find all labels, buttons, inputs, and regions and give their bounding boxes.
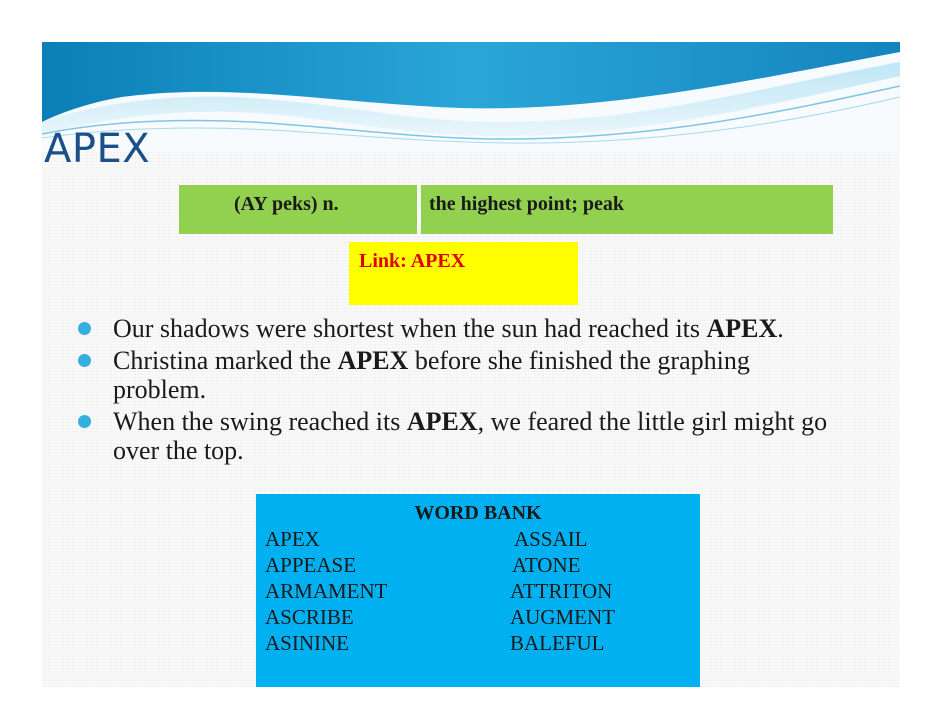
example-sentence: Our shadows were shortest when the sun had reached its APEX. xyxy=(78,314,838,343)
definition-text: the highest point; peak xyxy=(429,193,625,215)
word-bank-item: ATONE xyxy=(512,553,581,577)
example-sentence: Christina marked the APEX before she finished the graphing problem. xyxy=(78,346,838,404)
word-bank-item: ASCRIBE xyxy=(265,605,354,629)
example-sentence: When the swing reached its APEX, we feared the little girl might go over the top. xyxy=(78,407,838,465)
example-sentence-list xyxy=(78,314,838,468)
word-bank-item: ASSAIL xyxy=(514,527,588,551)
word-bank-item: APEX xyxy=(265,527,320,551)
link-box[interactable] xyxy=(349,242,578,305)
pronunciation-cell xyxy=(179,185,419,234)
word-bank-item: ASININE xyxy=(265,631,349,655)
bullet-icon xyxy=(78,415,91,428)
word-bank-item: ARMAMENT xyxy=(265,579,388,603)
word-bank xyxy=(256,494,700,687)
word-bank-item: APPEASE xyxy=(265,553,357,577)
definition-cell xyxy=(421,185,833,234)
word-bank-item: AUGMENT xyxy=(510,605,615,629)
word-bank-right-column xyxy=(510,526,615,656)
word-bank-left-column xyxy=(265,526,388,656)
slide-title: APEX xyxy=(44,126,151,172)
bullet-icon xyxy=(78,322,91,335)
link-text[interactable]: Link: APEX xyxy=(359,250,466,272)
bullet-icon xyxy=(78,354,91,367)
word-bank-item: BALEFUL xyxy=(510,631,605,655)
word-bank-item: ATTRITON xyxy=(510,579,613,603)
pronunciation-text: (AY peks) n. xyxy=(234,193,339,215)
wave-banner xyxy=(42,42,900,152)
word-bank-title: WORD BANK xyxy=(414,502,542,524)
